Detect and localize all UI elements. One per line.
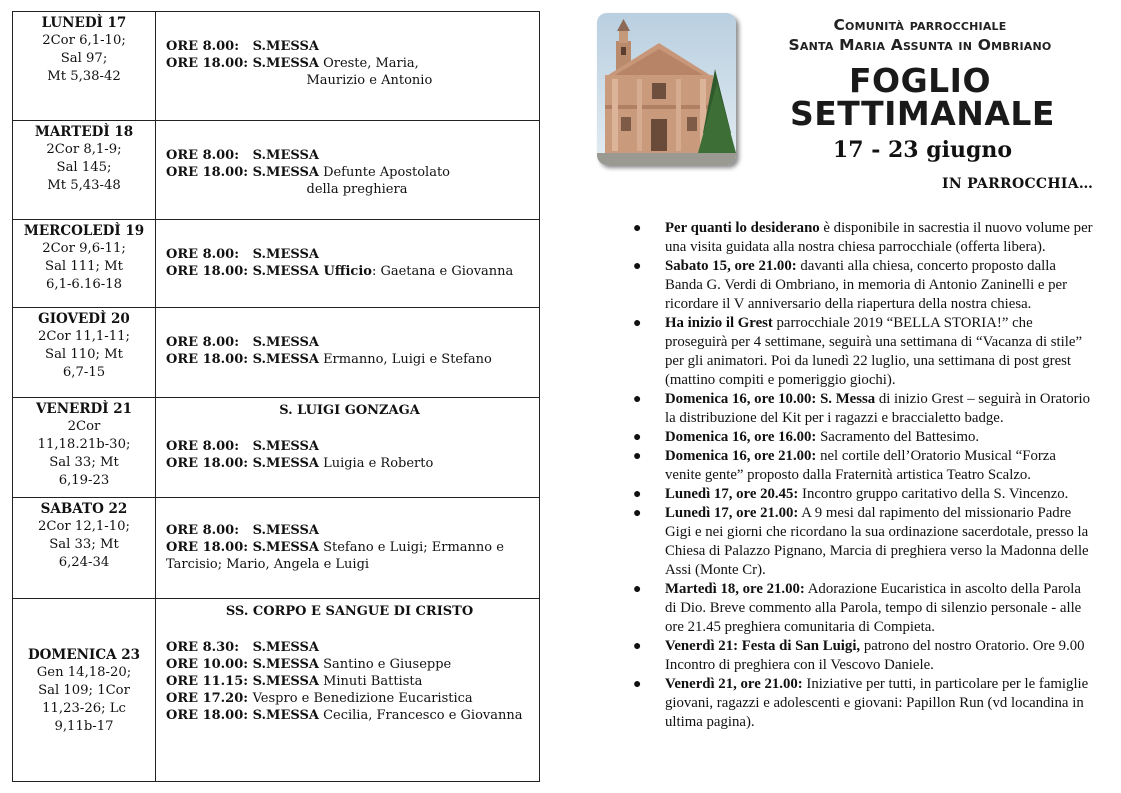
news-text: Incontro gruppo caritativo della S. Vincenzo. bbox=[798, 486, 1069, 502]
mass-intention: : Gaetana e Giovanna bbox=[371, 264, 514, 279]
mass-cell bbox=[166, 220, 533, 307]
bullet-icon: ● bbox=[633, 316, 642, 331]
mass-label: S.MESSA bbox=[252, 39, 319, 54]
mass-cell bbox=[166, 599, 533, 782]
day-cell bbox=[13, 599, 156, 782]
news-text: davanti alla chiesa, concerto proposto dalla Banda G. Verdi di Ombriano, in memoria di Antonio Zaninelli e per ricordare il V anniversario della riapertura della nostra chiesa. bbox=[665, 258, 1068, 312]
reading-line: 11,23-26; Lc bbox=[42, 700, 126, 716]
mass-line bbox=[166, 55, 533, 72]
reading-line: Mt 5,43-48 bbox=[47, 178, 121, 193]
news-item bbox=[633, 314, 1095, 390]
mass-label: S.MESSA Ufficio bbox=[252, 264, 372, 279]
mass-schedule-table bbox=[12, 11, 540, 782]
mass-intention: Santino e Giuseppe bbox=[318, 657, 452, 672]
day-cell bbox=[13, 12, 156, 120]
news-lead: Domenica 16, ore 10.00: S. Messa bbox=[665, 391, 876, 407]
mass-cell bbox=[166, 121, 533, 219]
mass-cell bbox=[166, 398, 533, 497]
mass-intention: Stefano e Luigi; Ermanno e bbox=[318, 540, 504, 555]
day-cell bbox=[13, 398, 156, 497]
bulletin-title-line1: FOGLIO bbox=[848, 61, 992, 100]
week-dates: 17 - 23 giugno bbox=[832, 137, 1013, 163]
mass-time: ORE 18.00: bbox=[166, 165, 253, 180]
mass-label: S.MESSA bbox=[252, 523, 319, 538]
bullet-icon: ● bbox=[633, 506, 642, 521]
reading-line: Sal 145; bbox=[56, 160, 112, 175]
reading-line: 6,19-23 bbox=[58, 473, 110, 488]
news-text: è disponibile in sacrestia il nuovo volume per una visita guidata alla nostra chiesa parrocchiale (offerta libera). bbox=[665, 220, 1093, 255]
mass-intention: Oreste, Maria, bbox=[318, 56, 419, 71]
mass-line bbox=[166, 334, 533, 351]
mass-label: S.MESSA bbox=[252, 674, 319, 689]
reading-line: 6,24-34 bbox=[58, 555, 110, 570]
mass-intention: Minuti Battista bbox=[318, 674, 423, 689]
reading-line: 2Cor 11,1-11; bbox=[38, 329, 130, 344]
reading-line: Sal 109; 1Cor bbox=[38, 682, 130, 698]
mass-label: S.MESSA bbox=[252, 540, 319, 555]
schedule-row bbox=[13, 12, 539, 121]
mass-line bbox=[166, 438, 533, 455]
section-heading: IN PARROCCHIA… bbox=[942, 176, 1094, 192]
reading-line: Sal 33; Mt bbox=[49, 537, 119, 552]
mass-time: ORE 8.00: bbox=[166, 148, 253, 163]
news-item bbox=[633, 637, 1095, 675]
day-name: DOMENICA 23 bbox=[27, 646, 141, 663]
mass-line bbox=[166, 147, 533, 164]
mass-line bbox=[166, 539, 533, 556]
schedule-row bbox=[13, 308, 539, 398]
news-lead: Lunedì 17, ore 20.45: bbox=[665, 486, 799, 502]
bullet-icon: ● bbox=[633, 639, 642, 654]
bullet-icon: ● bbox=[633, 259, 642, 274]
reading-line: 2Cor 6,1-10; bbox=[42, 33, 126, 48]
news-text: parrocchiale 2019 “BELLA STORIA!” che proseguirà per 4 settimane, seguirà una settimana di “Vacanza di stile” per gli animatori. Poi da lunedì 22 luglio, una settimana di post grest (mattino compiti e pomeriggio giochi). bbox=[665, 315, 1083, 388]
bullet-icon: ● bbox=[633, 487, 642, 502]
news-text: nel cortile dell’Oratorio Musical “Forza venite gente” proposto dalla Fraternità artistica Teatro Scalzo. bbox=[665, 448, 1056, 483]
day-cell bbox=[13, 220, 156, 307]
day-cell bbox=[13, 308, 156, 397]
mass-time: ORE 10.00: bbox=[166, 657, 253, 672]
mass-time: ORE 8.00: bbox=[166, 523, 253, 538]
news-item bbox=[633, 257, 1095, 314]
mass-label: S.MESSA bbox=[252, 439, 319, 454]
news-text: Adorazione Eucaristica in ascolto della Parola di Dio. Breve commento alla Parola, tempo di silenzio personale - alle ore 21.45 preghiera comunitaria di Compieta. bbox=[665, 581, 1082, 635]
mass-intention: Tarcisio; Mario, Angela e Luigi bbox=[166, 557, 370, 572]
mass-line bbox=[166, 455, 533, 472]
church-photo bbox=[597, 13, 736, 165]
mass-intention: Defunte Apostolato bbox=[318, 165, 451, 180]
schedule-row bbox=[13, 398, 539, 498]
schedule-row bbox=[13, 121, 539, 220]
mass-time: ORE 18.00: bbox=[166, 352, 253, 367]
day-cell bbox=[13, 498, 156, 598]
mass-time: ORE 11.15: bbox=[166, 674, 253, 689]
day-cell bbox=[13, 121, 156, 219]
reading-line: 9,11b-17 bbox=[54, 718, 114, 734]
feast-title: SS. CORPO E SANGUE DI CRISTO bbox=[225, 604, 474, 619]
news-item bbox=[633, 504, 1095, 580]
bulletin-title-line2: SETTIMANALE bbox=[790, 94, 1055, 133]
news-item bbox=[633, 485, 1095, 504]
mass-time: ORE 8.00: bbox=[166, 247, 253, 262]
reading-line: 2Cor 9,6-11; bbox=[42, 241, 126, 256]
mass-time: ORE 18.00: bbox=[166, 264, 253, 279]
mass-line bbox=[166, 72, 533, 89]
news-lead: Lunedì 17, ore 21.00: bbox=[665, 505, 799, 521]
day-name: MARTEDÌ 18 bbox=[34, 124, 134, 140]
mass-intention: della preghiera bbox=[166, 182, 408, 197]
mass-time: ORE 18.00: bbox=[166, 540, 253, 555]
mass-label: S.MESSA bbox=[252, 148, 319, 163]
reading-line: 2Cor bbox=[67, 419, 101, 434]
mass-label: S.MESSA bbox=[252, 335, 319, 350]
reading-line: 6,1-6.16-18 bbox=[45, 277, 123, 292]
day-name: SABATO 22 bbox=[40, 501, 128, 517]
mass-label: S.MESSA bbox=[252, 247, 319, 262]
reading-line: 11,18.21b-30; bbox=[37, 437, 131, 452]
day-name: MERCOLEDÌ 19 bbox=[23, 223, 145, 239]
mass-line bbox=[166, 522, 533, 539]
bullet-icon: ● bbox=[633, 392, 642, 407]
mass-line bbox=[166, 181, 533, 198]
reading-line: Sal 33; Mt bbox=[49, 455, 119, 470]
mass-cell bbox=[166, 308, 533, 397]
mass-label: S.MESSA bbox=[252, 708, 319, 723]
reading-line: Sal 111; Mt bbox=[45, 259, 123, 274]
community-name-line2: Santa Maria Assunta in Ombriano bbox=[788, 36, 1052, 54]
reading-line: 6,7-15 bbox=[62, 365, 106, 380]
mass-line bbox=[166, 164, 533, 181]
mass-label: S.MESSA bbox=[252, 165, 319, 180]
mass-intention: Maurizio e Antonio bbox=[166, 73, 433, 88]
mass-line bbox=[166, 556, 533, 573]
mass-time: ORE 18.00: bbox=[166, 708, 253, 723]
mass-line bbox=[166, 351, 533, 368]
news-lead: Martedì 18, ore 21.00: bbox=[665, 581, 805, 597]
mass-intention: Cecilia, Francesco e Giovanna bbox=[318, 708, 523, 723]
mass-time: ORE 8.00: bbox=[166, 439, 253, 454]
news-text: di inizio Grest – seguirà in Oratorio la distribuzione del Kit per i ragazzi e braccialetto badge. bbox=[665, 391, 1091, 426]
news-text: Sacramento del Battesimo. bbox=[816, 429, 980, 445]
news-item bbox=[633, 447, 1095, 485]
bullet-icon: ● bbox=[633, 677, 642, 692]
news-lead: Sabato 15, ore 21.00: bbox=[665, 258, 797, 274]
mass-time: ORE 8.30: bbox=[166, 640, 253, 655]
bullet-icon: ● bbox=[633, 430, 642, 445]
mass-label: S.MESSA bbox=[252, 456, 319, 471]
news-lead: Per quanti lo desiderano bbox=[665, 220, 820, 236]
mass-cell bbox=[166, 498, 533, 598]
day-name: GIOVEDÌ 20 bbox=[38, 311, 130, 327]
mass-time: ORE 8.00: bbox=[166, 335, 253, 350]
reading-line: 2Cor 8,1-9; bbox=[46, 142, 122, 157]
bullet-icon: ● bbox=[633, 221, 642, 236]
news-lead: Domenica 16, ore 16.00: bbox=[665, 429, 817, 445]
mass-time: ORE 18.00: bbox=[166, 56, 253, 71]
mass-label: S.MESSA bbox=[252, 640, 319, 655]
mass-intention: Luigia e Roberto bbox=[318, 456, 434, 471]
mass-label: S.MESSA bbox=[252, 352, 319, 367]
news-text: Iniziative per tutti, in particolare per le famiglie giovani, ragazzi e adolescenti e giovani: Papillon Run (vd locandina in ultima pagina). bbox=[665, 676, 1089, 730]
reading-line: Gen 14,18-20; bbox=[36, 664, 132, 680]
news-list bbox=[633, 219, 1095, 732]
mass-time: ORE 18.00: bbox=[166, 456, 253, 471]
day-name: LUNEDÌ 17 bbox=[41, 15, 127, 31]
news-lead: Venerdì 21, ore 21.00: bbox=[665, 676, 803, 692]
mass-label: S.MESSA bbox=[252, 56, 319, 71]
day-name: VENERDÌ 21 bbox=[35, 401, 133, 417]
news-item bbox=[633, 219, 1095, 257]
schedule-row bbox=[13, 599, 539, 782]
reading-line: Mt 5,38-42 bbox=[47, 69, 121, 84]
news-item bbox=[633, 390, 1095, 428]
bullet-icon: ● bbox=[633, 582, 642, 597]
news-text: patrono del nostro Oratorio. Ore 9.00 Incontro di preghiera con il Vescovo Daniele. bbox=[665, 638, 1085, 673]
mass-time: ORE 8.00: bbox=[166, 39, 253, 54]
mass-line bbox=[166, 690, 533, 707]
news-text: A 9 mesi dal rapimento del missionario Padre Gigi e nei giorni che ricordano la sua ordinazione sacerdotale, presso la Chiesa di Palazzo Pignano, Marcia di preghiera verso la Madonna delle Assi (Monte Cr). bbox=[665, 505, 1089, 578]
mass-intention: Vespro e Benedizione Eucaristica bbox=[252, 691, 473, 706]
news-lead: Ha inizio il Grest bbox=[665, 315, 773, 331]
schedule-row bbox=[13, 220, 539, 308]
news-item bbox=[633, 428, 1095, 447]
news-item bbox=[633, 675, 1095, 732]
community-name-line1: Comunità parrocchiale bbox=[833, 16, 1007, 34]
mass-label: S.MESSA bbox=[252, 657, 319, 672]
reading-line: Sal 110; Mt bbox=[45, 347, 123, 362]
news-lead: Venerdì 21: Festa di San Luigi, bbox=[665, 638, 861, 654]
schedule-row bbox=[13, 498, 539, 599]
feast-title: S. LUIGI GONZAGA bbox=[279, 403, 420, 418]
mass-line bbox=[166, 639, 533, 656]
mass-line bbox=[166, 673, 533, 690]
mass-line bbox=[166, 263, 533, 280]
mass-time: ORE 17.20: bbox=[166, 691, 253, 706]
news-item bbox=[633, 580, 1095, 637]
mass-line bbox=[166, 656, 533, 673]
mass-intention: Ermanno, Luigi e Stefano bbox=[318, 352, 492, 367]
mass-cell bbox=[166, 12, 533, 120]
reading-line: 2Cor 12,1-10; bbox=[38, 519, 130, 534]
mass-line bbox=[166, 38, 533, 55]
bullet-icon: ● bbox=[633, 449, 642, 464]
mass-line bbox=[166, 707, 533, 724]
reading-line: Sal 97; bbox=[60, 51, 108, 66]
news-lead: Domenica 16, ore 21.00: bbox=[665, 448, 817, 464]
mass-line bbox=[166, 246, 533, 263]
